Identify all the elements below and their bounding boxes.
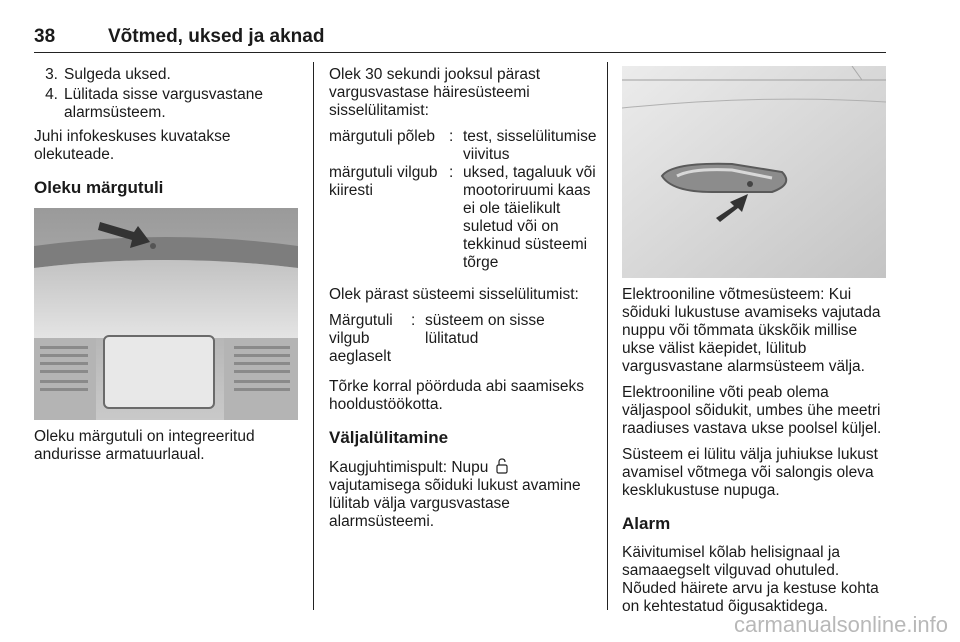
paragraph: Olek pärast süsteemi sisselülitumist: (329, 286, 579, 303)
unlock-icon (496, 458, 508, 474)
section-heading: Oleku märgutuli (34, 178, 164, 197)
figure-caption: Oleku märgutuli on integreeritud andurisse armatuurlaual. (34, 428, 255, 463)
paragraph: Käivitumisel kõlab helisignaal ja samaaegselt vilguvad ohutuled. Nõuded häirete arvu ja kestuse kohta on kehtestatud õigusaktidega. (622, 544, 879, 615)
dashboard-sensor-image (34, 208, 298, 420)
page-number: 38 (34, 26, 56, 47)
table-row: märgutuli põleb : test, sisselülitumise viivitus (329, 128, 597, 163)
watermark: carmanualsonline.info (733, 612, 948, 637)
column-divider (607, 62, 608, 610)
paragraph: Elektrooniline võti peab olema väljaspool sõidukit, umbes ühe meetri raadiuses vastava ukse poolsel küljel. (622, 384, 882, 437)
door-handle-illustration (622, 66, 886, 278)
column-right (622, 66, 890, 624)
paragraph: Elektrooniline võtmesüsteem: Kui sõiduki lukustuse avamiseks vajutada nuppu või tõmmata ükskõik millise ukse välist käepidet, lülitub vargusvastane alarmsüsteem välja. (622, 286, 881, 375)
table-row: märgutuli vilgub kiiresti : uksed, tagaluuk või mootoriruumi kaas ei ole täielikult suletud või on tekkinud süsteemi tõrge (329, 164, 596, 271)
status-table (329, 312, 597, 366)
dashboard-illustration (34, 208, 298, 420)
column-left (34, 66, 300, 472)
column-divider (313, 62, 314, 610)
paragraph: Tõrke korral pöörduda abi saamiseks hooldustöökotta. (329, 378, 585, 413)
table-row: Märgutuli vilgub aeglaselt : süsteem on sisse lülitatud (329, 312, 545, 365)
page-header (34, 26, 886, 53)
status-table (329, 128, 597, 272)
door-handle-image (622, 66, 886, 278)
paragraph: Kaugjuhtimispult: Nupu vajutamisega sõiduki lukust avamine lülitab välja vargusvastase alarmsüsteemi. (329, 459, 581, 530)
paragraph: Juhi infokeskuses kuvatakse olekuteade. (34, 128, 231, 163)
section-heading: Alarm (622, 514, 671, 533)
list-item: 4. Lülitada sisse vargusvastane alarmsüsteem. (45, 86, 264, 121)
chapter-title: Võtmed, uksed ja aknad (108, 26, 325, 47)
step-list (34, 66, 300, 122)
paragraph: Süsteem ei lülitu välja juhiukse lukust avamisel võtmega või salongis oleva kesklukustuse nupuga. (622, 446, 878, 499)
section-heading: Väljalülitamine (329, 428, 449, 447)
list-item: 3. Sulgeda uksed. (45, 66, 171, 83)
column-middle (329, 66, 597, 539)
paragraph: Olek 30 sekundi jooksul pärast vargusvastase häiresüsteemi sisselülitamist: (329, 66, 541, 119)
